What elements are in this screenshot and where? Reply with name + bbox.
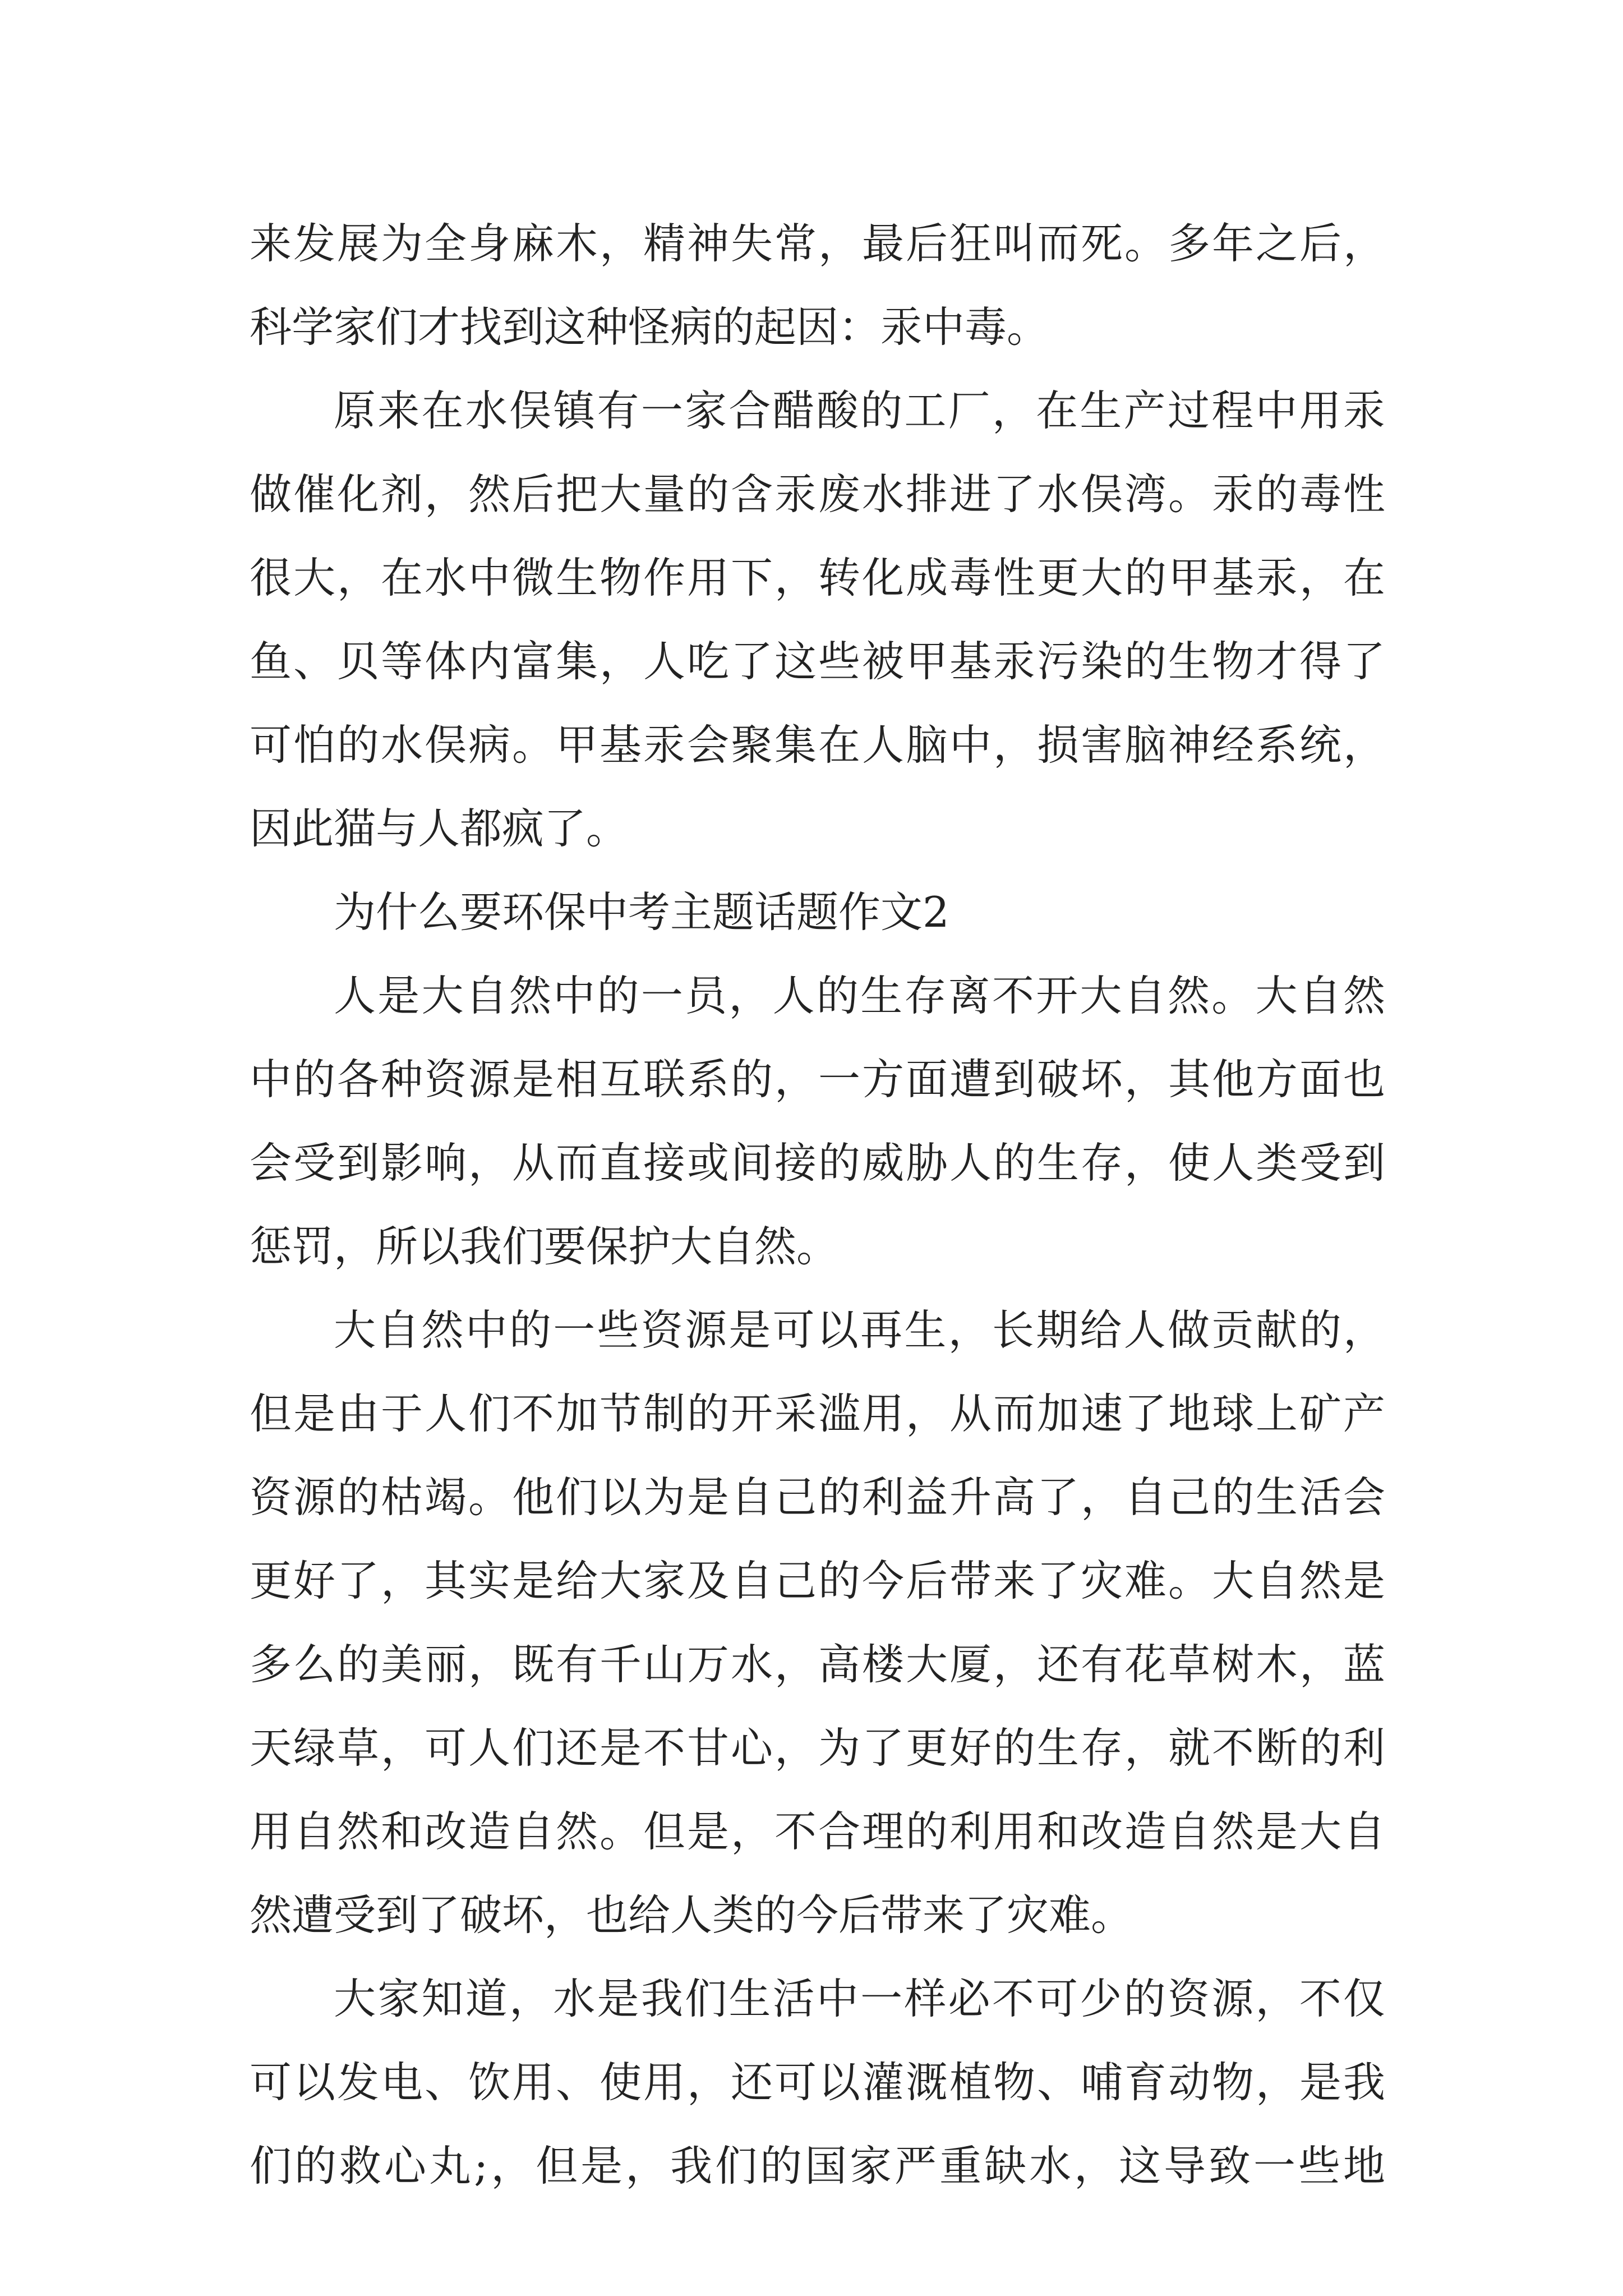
heading-line: 为什么要环保中考主题话题作文2: [334, 887, 949, 937]
text-line: 更好了，其实是给大家及自己的今后带来了灾难。大自然是: [250, 1556, 1385, 1605]
text-line: 人是大自然中的一员，人的生存离不开大自然。大自然: [334, 971, 1385, 1020]
text-line: 原来在水俣镇有一家合醋酸的工厂，在生产过程中用汞: [334, 386, 1385, 435]
paragraph: [250, 1289, 1385, 1957]
text-line: 天绿草，可人们还是不甘心，为了更好的生存，就不断的利: [250, 1723, 1385, 1773]
text-line: 但是由于人们不加节制的开采滥用，从而加速了地球上矿产: [250, 1389, 1385, 1438]
text-line: 然遭受到了破坏，也给人类的今后带来了灾难。: [250, 1890, 1133, 1940]
text-line: 很大，在水中微生物作用下，转化成毒性更大的甲基汞，在: [250, 553, 1385, 602]
paragraph: [250, 202, 1385, 369]
text-line: 用自然和改造自然。但是，不合理的利用和改造自然是大自: [250, 1807, 1385, 1856]
text-line: 们的救心丸;，但是，我们的国家严重缺水，这导致一些地: [250, 2141, 1385, 2191]
text-line: 多么的美丽，既有千山万水，高楼大厦，还有花草树木，蓝: [250, 1640, 1385, 1689]
text-line: 大自然中的一些资源是可以再生，长期给人做贡献的，: [334, 1305, 1385, 1355]
paragraph: [250, 954, 1385, 1289]
text-line: 可怕的水俣病。甲基汞会聚集在人脑中，损害脑神经系统，: [250, 720, 1385, 770]
text-line: 中的各种资源是相互联系的，一方面遭到破坏，其他方面也: [250, 1055, 1385, 1104]
text-line: 可以发电、饮用、使用，还可以灌溉植物、哺育动物，是我: [250, 2058, 1385, 2107]
paragraph: [250, 1957, 1385, 2208]
text-line: 做催化剂，然后把大量的含汞废水排进了水俣湾。汞的毒性: [250, 470, 1385, 519]
paragraph: [250, 369, 1385, 871]
text-line: 科学家们才找到这种怪病的起因：汞中毒。: [250, 302, 1049, 352]
text-line: 资源的枯竭。他们以为是自己的利益升高了，自己的生活会: [250, 1473, 1385, 1522]
text-line: 来发展为全身麻木，精神失常，最后狂叫而死。多年之后，: [250, 219, 1385, 268]
text-line: 因此猫与人都疯了。: [250, 804, 629, 853]
text-line: 鱼、贝等体内富集，人吃了这些被甲基汞污染的生物才得了: [250, 637, 1385, 686]
section-heading: [250, 871, 1385, 954]
text-line: 惩罚，所以我们要保护大自然。: [250, 1222, 839, 1271]
text-line: 大家知道，水是我们生活中一样必不可少的资源，不仅: [334, 1974, 1385, 2023]
text-line: 会受到影响，从而直接或间接的威胁人的生存，使人类受到: [250, 1138, 1385, 1188]
body-text: [250, 202, 1385, 2208]
